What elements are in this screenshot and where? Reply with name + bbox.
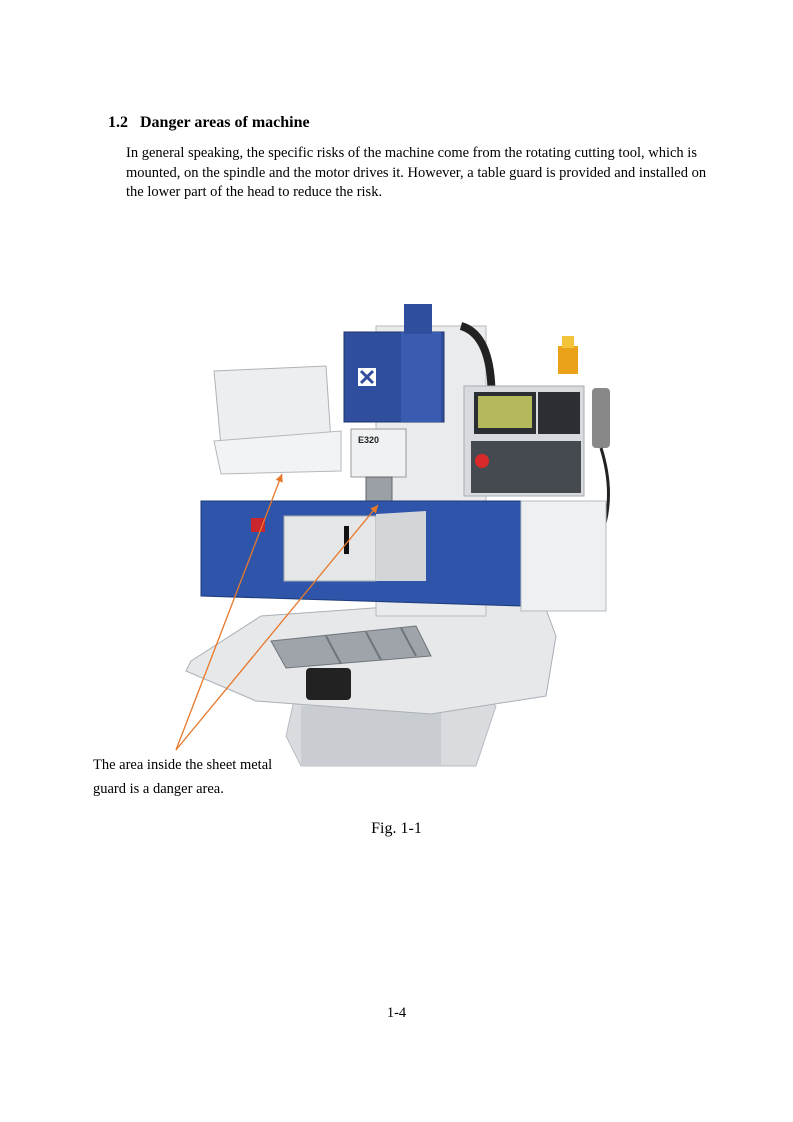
- figure-caption: Fig. 1-1: [371, 820, 422, 837]
- callout-line-2: guard is a danger area.: [93, 781, 224, 797]
- section-number: 1.2: [108, 114, 128, 131]
- key-panel: [538, 392, 580, 434]
- y-axis-motor: [306, 668, 351, 700]
- spindle-nose: [366, 477, 392, 503]
- emergency-stop: [475, 454, 489, 468]
- operator-panel: [471, 441, 581, 493]
- section-paragraph: In general speaking, the specific risks of the machine come from the rotating cutting tool, which is mounted, on the spindle and the motor drives it. However, a table guard is provided and installed on the lower part of the head to reduce the risk.: [126, 145, 707, 200]
- motor-top: [404, 304, 432, 334]
- danger-area-callout: [93, 753, 272, 801]
- model-label: E320: [358, 435, 380, 445]
- base-block: [301, 706, 441, 766]
- callout-line-1: The area inside the sheet metal: [93, 757, 273, 773]
- cnc-machine-illustration: [176, 296, 616, 778]
- page-number: 1-4: [386, 1005, 407, 1021]
- handwheel-pendant: [592, 388, 610, 448]
- section-heading: [108, 114, 310, 132]
- section-title: Danger areas of machine: [140, 114, 310, 131]
- warning-lamp: [558, 346, 578, 374]
